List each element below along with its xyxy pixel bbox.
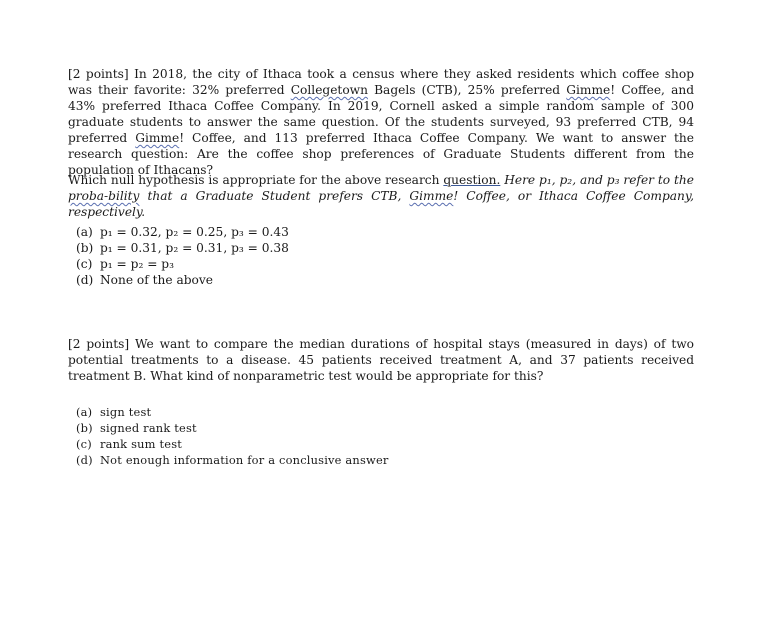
option-letter: (a) (76, 225, 93, 239)
question-2-text (68, 336, 694, 384)
option-d (76, 272, 289, 288)
option-letter: (a) (76, 405, 93, 419)
option-text: rank sum test (100, 437, 183, 451)
spellcheck-gimme-1: Gimme (566, 83, 611, 97)
option-letter: (d) (76, 453, 93, 467)
question-1-intro-a: In 2018, the city of Ithaca took a census where they asked residents which coffee shop was their favorite: 32% preferred (68, 67, 695, 97)
question-2-body: We want to compare the median durations of hospital stays (measured in days) of two potential treatments to a disease. 45 patients received treatment A, and 37 patients received treatment B. What kind of nonparametric test would be appropriate for this? (68, 337, 695, 383)
question-1-intro-c: ! Coffee, and 43% preferred Ithaca Coffee Company. In 2019, Cornell asked a simple random sample of 300 graduate students to answer the same question. Of the students surveyed, 93 preferred CTB, 94 preferred (68, 83, 695, 145)
option-text: sign test (100, 405, 152, 419)
question-1-prompt (68, 172, 694, 220)
question-1-prompt-c: that a Graduate Student prefers CTB, (139, 189, 410, 203)
option-b (76, 240, 289, 256)
question-1-points: [2 points] (68, 67, 129, 81)
option-letter: (c) (76, 257, 93, 271)
option-letter: (b) (76, 241, 94, 255)
option-d (76, 452, 389, 468)
option-text: Not enough information for a conclusive answer (100, 453, 389, 467)
option-text: None of the above (100, 273, 213, 287)
option-b (76, 420, 389, 436)
question-1-text (68, 66, 694, 178)
option-text: signed rank test (100, 421, 197, 435)
question-1-options (76, 224, 289, 288)
option-letter: (c) (76, 437, 92, 451)
option-a (76, 224, 289, 240)
spellcheck-gimme-2: Gimme (135, 131, 180, 145)
spellcheck-gimme-3: Gimme (409, 189, 454, 203)
option-a (76, 404, 389, 420)
underlined-question-word: question. (443, 173, 501, 187)
question-2-options (76, 404, 389, 468)
spellcheck-probability: proba-bility (68, 189, 140, 203)
question-1-intro-b: Bagels (CTB), 25% preferred (367, 83, 567, 97)
question-2-points: [2 points] (68, 337, 130, 351)
option-text: p₁ = p₂ = p₃ (100, 257, 174, 271)
option-text: p₁ = 0.31, p₂ = 0.31, p₃ = 0.38 (100, 241, 289, 255)
question-1-prompt-a: Which null hypothesis is appropriate for the above research (68, 173, 444, 187)
option-letter: (b) (76, 421, 93, 435)
option-c (76, 256, 289, 272)
option-c (76, 436, 389, 452)
spellcheck-collegetown: Collegetown (290, 83, 368, 97)
question-1-prompt-d: ! Coffee, or Ithaca Coffee Company, respectively. (68, 189, 694, 219)
option-text: p₁ = 0.32, p₂ = 0.25, p₃ = 0.43 (100, 225, 289, 239)
question-1-prompt-b: Here p₁, p₂, and p₃ refer to the (500, 173, 694, 187)
question-1-intro-d: ! Coffee, and 113 preferred Ithaca Coffee Company. We want to answer the research question: Are the coffee shop preferences of Graduate Students different from the population of Ithacans? (68, 131, 694, 177)
option-letter: (d) (76, 273, 94, 287)
